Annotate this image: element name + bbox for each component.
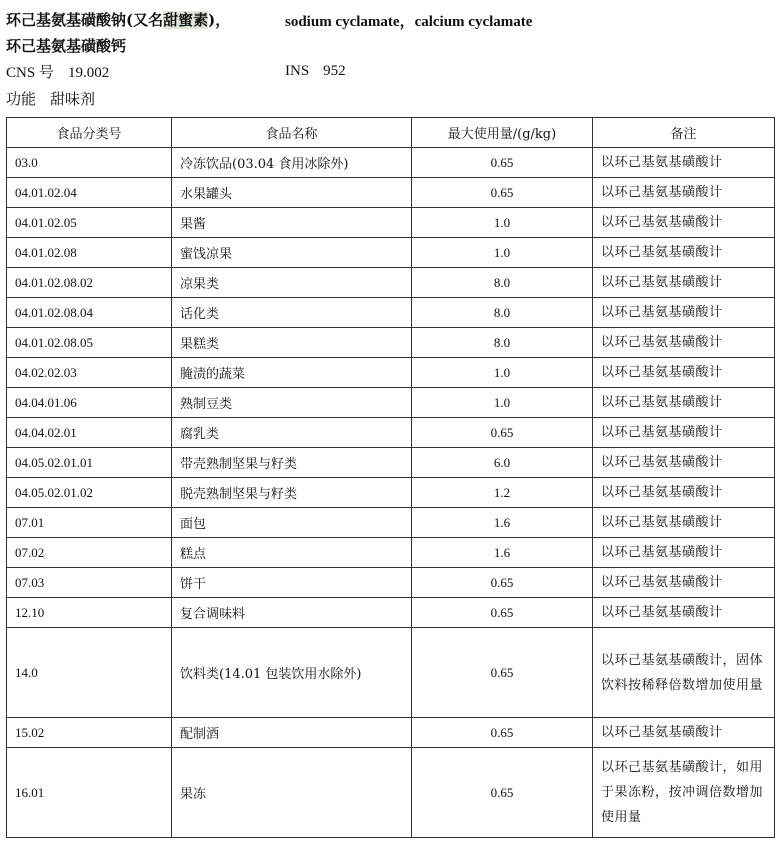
food-code: 04.04.02.01 xyxy=(7,418,172,448)
max-usage: 0.65 xyxy=(412,598,593,628)
remark: 以环己基氨基磺酸计 xyxy=(593,208,775,238)
remark: 以环己基氨基磺酸计 xyxy=(593,148,775,178)
table-row xyxy=(7,718,775,748)
food-code: 04.01.02.08.02 xyxy=(7,268,172,298)
food-code: 15.02 xyxy=(7,718,172,748)
max-usage: 1.0 xyxy=(412,358,593,388)
column-header-note: 备注 xyxy=(593,118,775,148)
remark: 以环己基氨基磺酸计 xyxy=(593,598,775,628)
max-usage: 1.6 xyxy=(412,508,593,538)
food-code: 04.01.02.08 xyxy=(7,238,172,268)
food-code: 04.04.01.06 xyxy=(7,388,172,418)
table-row xyxy=(7,628,775,718)
food-name: 话化类 xyxy=(172,298,412,328)
table-row xyxy=(7,568,775,598)
food-name: 果冻 xyxy=(172,748,412,838)
food-name: 配制酒 xyxy=(172,718,412,748)
additive-alias: 甜蜜素 xyxy=(163,11,209,29)
additive-name-close: )， xyxy=(208,11,231,29)
remark: 以环己基氨基磺酸计 xyxy=(593,298,775,328)
ins-label: INS xyxy=(285,63,310,79)
max-usage: 0.65 xyxy=(412,568,593,598)
function-line xyxy=(6,89,95,109)
food-code: 04.01.02.05 xyxy=(7,208,172,238)
ins-line xyxy=(285,63,346,80)
food-name: 腌渍的蔬菜 xyxy=(172,358,412,388)
table-row xyxy=(7,268,775,298)
food-name: 凉果类 xyxy=(172,268,412,298)
table-row xyxy=(7,598,775,628)
max-usage: 1.0 xyxy=(412,238,593,268)
table-row xyxy=(7,388,775,418)
table-row xyxy=(7,358,775,388)
max-usage: 1.0 xyxy=(412,388,593,418)
remark: 以环己基氨基磺酸计 xyxy=(593,178,775,208)
table-row xyxy=(7,298,775,328)
max-usage: 8.0 xyxy=(412,298,593,328)
remark: 以环己基氨基磺酸计 xyxy=(593,388,775,418)
additive-name: 环己基氨基磺酸钠(又名 xyxy=(6,11,164,29)
food-code: 03.0 xyxy=(7,148,172,178)
additive-name-line2: 环己基氨基磺酸钙 xyxy=(6,37,127,55)
max-usage: 6.0 xyxy=(412,448,593,478)
max-usage: 0.65 xyxy=(412,178,593,208)
max-usage: 8.0 xyxy=(412,268,593,298)
max-usage: 0.65 xyxy=(412,418,593,448)
food-code: 14.0 xyxy=(7,628,172,718)
remark: 以环己基氨基磺酸计 xyxy=(593,328,775,358)
cns-value: 19.002 xyxy=(67,65,110,81)
max-usage: 1.6 xyxy=(412,538,593,568)
max-usage: 0.65 xyxy=(412,628,593,718)
food-code: 07.02 xyxy=(7,538,172,568)
food-name: 面包 xyxy=(172,508,412,538)
max-usage: 1.2 xyxy=(412,478,593,508)
food-name: 熟制豆类 xyxy=(172,388,412,418)
food-name: 水果罐头 xyxy=(172,178,412,208)
food-name: 复合调味料 xyxy=(172,598,412,628)
remark: 以环己基氨基磺酸计，固体饮料按稀释倍数增加使用量 xyxy=(593,628,775,718)
table-row xyxy=(7,538,775,568)
food-name: 饼干 xyxy=(172,568,412,598)
food-code: 04.05.02.01.02 xyxy=(7,478,172,508)
function-value: 甜味剂 xyxy=(50,90,96,108)
food-code: 07.01 xyxy=(7,508,172,538)
food-name: 冷冻饮品(03.04 食用冰除外) xyxy=(172,148,412,178)
max-usage: 0.65 xyxy=(412,148,593,178)
remark: 以环己基氨基磺酸计 xyxy=(593,478,775,508)
cns-line xyxy=(6,63,109,83)
table-row xyxy=(7,508,775,538)
table-row xyxy=(7,478,775,508)
remark: 以环己基氨基磺酸计 xyxy=(593,448,775,478)
max-usage: 0.65 xyxy=(412,718,593,748)
food-code: 04.05.02.01.01 xyxy=(7,448,172,478)
food-code: 04.01.02.08.04 xyxy=(7,298,172,328)
additive-english-name: sodium cyclamate，calcium cyclamate xyxy=(285,14,533,30)
food-code: 16.01 xyxy=(7,748,172,838)
food-code: 04.01.02.08.05 xyxy=(7,328,172,358)
remark: 以环己基氨基磺酸计 xyxy=(593,568,775,598)
food-name: 果糕类 xyxy=(172,328,412,358)
food-name: 蜜饯凉果 xyxy=(172,238,412,268)
food-code: 12.10 xyxy=(7,598,172,628)
remark: 以环己基氨基磺酸计 xyxy=(593,238,775,268)
max-usage: 0.65 xyxy=(412,748,593,838)
food-code: 04.01.02.04 xyxy=(7,178,172,208)
column-header-name: 食品名称 xyxy=(172,118,412,148)
food-code: 04.02.02.03 xyxy=(7,358,172,388)
table-row xyxy=(7,208,775,238)
remark: 以环己基氨基磺酸计 xyxy=(593,268,775,298)
cns-label: CNS 号 xyxy=(6,65,54,81)
food-name: 腐乳类 xyxy=(172,418,412,448)
food-name: 饮料类(14.01 包装饮用水除外) xyxy=(172,628,412,718)
usage-table xyxy=(6,117,775,838)
table-row xyxy=(7,418,775,448)
table-row xyxy=(7,178,775,208)
table-row xyxy=(7,238,775,268)
max-usage: 1.0 xyxy=(412,208,593,238)
remark: 以环己基氨基磺酸计，如用于果冻粉，按冲调倍数增加使用量 xyxy=(593,748,775,838)
remark: 以环己基氨基磺酸计 xyxy=(593,508,775,538)
food-name: 脱壳熟制坚果与籽类 xyxy=(172,478,412,508)
ins-value: 952 xyxy=(323,63,346,79)
table-header-row xyxy=(7,118,775,148)
table-row xyxy=(7,328,775,358)
food-name: 带壳熟制坚果与籽类 xyxy=(172,448,412,478)
column-header-max: 最大使用量/(g/kg) xyxy=(412,118,593,148)
table-row xyxy=(7,448,775,478)
remark: 以环己基氨基磺酸计 xyxy=(593,358,775,388)
max-usage: 8.0 xyxy=(412,328,593,358)
remark: 以环己基氨基磺酸计 xyxy=(593,418,775,448)
remark: 以环己基氨基磺酸计 xyxy=(593,538,775,568)
function-label: 功能 xyxy=(6,90,37,108)
food-name: 果酱 xyxy=(172,208,412,238)
table-row xyxy=(7,748,775,838)
additive-name-line1 xyxy=(6,10,230,30)
food-name: 糕点 xyxy=(172,538,412,568)
column-header-code: 食品分类号 xyxy=(7,118,172,148)
food-code: 07.03 xyxy=(7,568,172,598)
remark: 以环己基氨基磺酸计 xyxy=(593,718,775,748)
table-row xyxy=(7,148,775,178)
